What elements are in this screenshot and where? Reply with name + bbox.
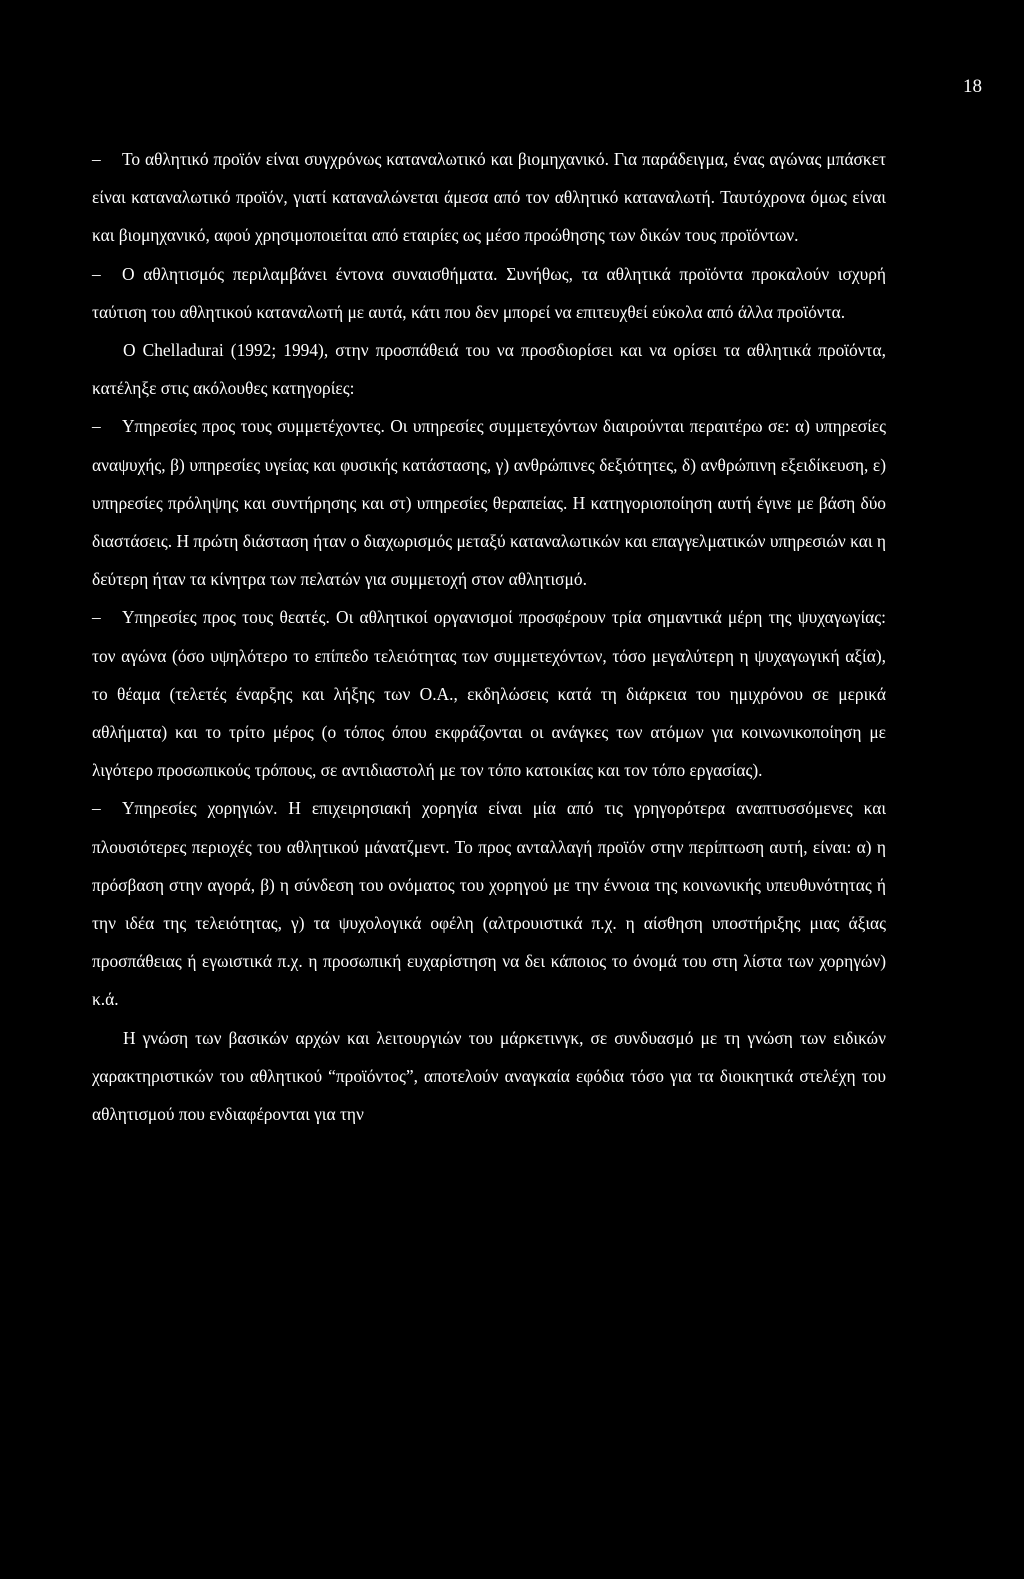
paragraph-text: Το αθλητικό προϊόν είναι συγχρόνως καταναλωτικό και βιομηχανικό. Για παράδειγμα, ένας αγώνας μπάσκετ είναι καταναλωτικό προϊόν, γιατί καταναλώνεται άμεσα από τον αθλητικό καταναλωτή. Ταυτόχρονα όμως είναι και βιομηχανικό, αφού χρησιμοποιείται από εταιρίες ως μέσο προώθησης των δικών τους προϊόντων. (92, 149, 886, 246)
dash-bullet: – (92, 263, 101, 284)
paragraph-text: Ο αθλητισμός περιλαμβάνει έντονα συναισθήματα. Συνήθως, τα αθλητικά προϊόντα προκαλούν ισχυρή ταύτιση του αθλητικού καταναλωτή με αυτά, κάτι που δεν μπορεί να επιτευχθεί εύκολα από άλλα προϊόντα. (92, 263, 886, 322)
dash-bullet: – (92, 149, 101, 169)
bullet-paragraph-participant-services (92, 407, 886, 598)
page-number: 18 (963, 76, 982, 97)
bullet-paragraph-sponsorship-services (92, 789, 886, 1018)
paragraph-text: Υπηρεσίες προς τους συμμετέχοντες. Οι υπηρεσίες συμμετεχόντων διαιρούνται περαιτέρω σε: α) υπηρεσίες αναψυχής, β) υπηρεσίες υγείας και φυσικής κατάστασης, γ) ανθρώπινες δεξιότητες, δ) ανθρώπινη εξειδίκευση, ε) υπηρεσίες πρόληψης και συντήρησης και στ) υπηρεσίες θεραπείας. Η κατηγοριοποίηση αυτή έγινε με βάση δύο διαστάσεις. Η πρώτη διάσταση ήταν ο διαχωρισμός μεταξύ καταναλωτικών και επαγγελματικών υπηρεσιών και η δεύτερη ήταν τα κίνητρα των πελατών για συμμετοχή στον αθλητισμό. (92, 416, 886, 590)
paragraph-text: Υπηρεσίες χορηγιών. Η επιχειρησιακή χορηγία είναι μία από τις γρηγορότερα αναπτυσσόμενες και πλουσιότερες περιοχές του αθλητικού μάνατζμεντ. Το προς ανταλλαγή προϊόν στην περίπτωση αυτή, είναι: α) η πρόσβαση στην αγορά, β) η σύνδεση του ονόματος του χορηγού με την έννοια της κοινωνικής υπευθυνότητας ή την ιδέα της τελειότητας, γ) τα ψυχολογικά οφέλη (αλτρουιστικά π.χ. η αίσθηση υποστήριξης μιας άξιας προσπάθειας ή εγωιστικά π.χ. η προσωπική ευχαρίστηση να δει κάποιος το όνομά του στη λίστα των χορηγών) κ.ά. (92, 798, 886, 1010)
body-text (92, 140, 886, 1133)
dash-bullet: – (92, 607, 101, 628)
bullet-paragraph-spectator-services (92, 598, 886, 789)
bullet-paragraph-emotions (92, 255, 886, 331)
dash-bullet: – (92, 798, 101, 819)
bullet-paragraph-product-dual-nature (92, 140, 886, 255)
paragraph-text: Υπηρεσίες προς τους θεατές. Οι αθλητικοί οργανισμοί προσφέρουν τρία σημαντικά μέρη της ψυχαγωγίας: τον αγώνα (όσο υψηλότερο το επίπεδο τελειότητας των συμμετεχόντων, τόσο μεγαλύτερη η ψυχαγωγική αξία), το θέαμα (τελετές έναρξης και λήξης των Ο.Α., εκδηλώσεις κατά τη διάρκεια του ημιχρόνου σε μερικά αθλήματα) και το τρίτο μέρος (ο τόπος όπου εκφράζονται οι ανάγκες των ατόμων για κοινωνικοποίηση με λιγότερο προσωπικούς τρόπους, σε αντιδιαστολή με τον τόπο κατοικίας και τον τόπο εργασίας). (92, 607, 886, 781)
dash-bullet: – (92, 416, 101, 437)
paragraph-chelladurai: Ο Chelladurai (1992; 1994), στην προσπάθειά του να προσδιορίσει και να ορίσει τα αθλητικά προϊόντα, κατέληξε στις ακόλουθες κατηγορίες: (92, 340, 886, 399)
paragraph-marketing-knowledge: Η γνώση των βασικών αρχών και λειτουργιών του μάρκετινγκ, σε συνδυασμό με τη γνώση των ειδικών χαρακτηριστικών του αθλητικού “προϊόντος”, αποτελούν αναγκαία εφόδια τόσο για τα διοικητικά στελέχη του αθλητισμού που ενδιαφέρονται για την (92, 1027, 886, 1125)
